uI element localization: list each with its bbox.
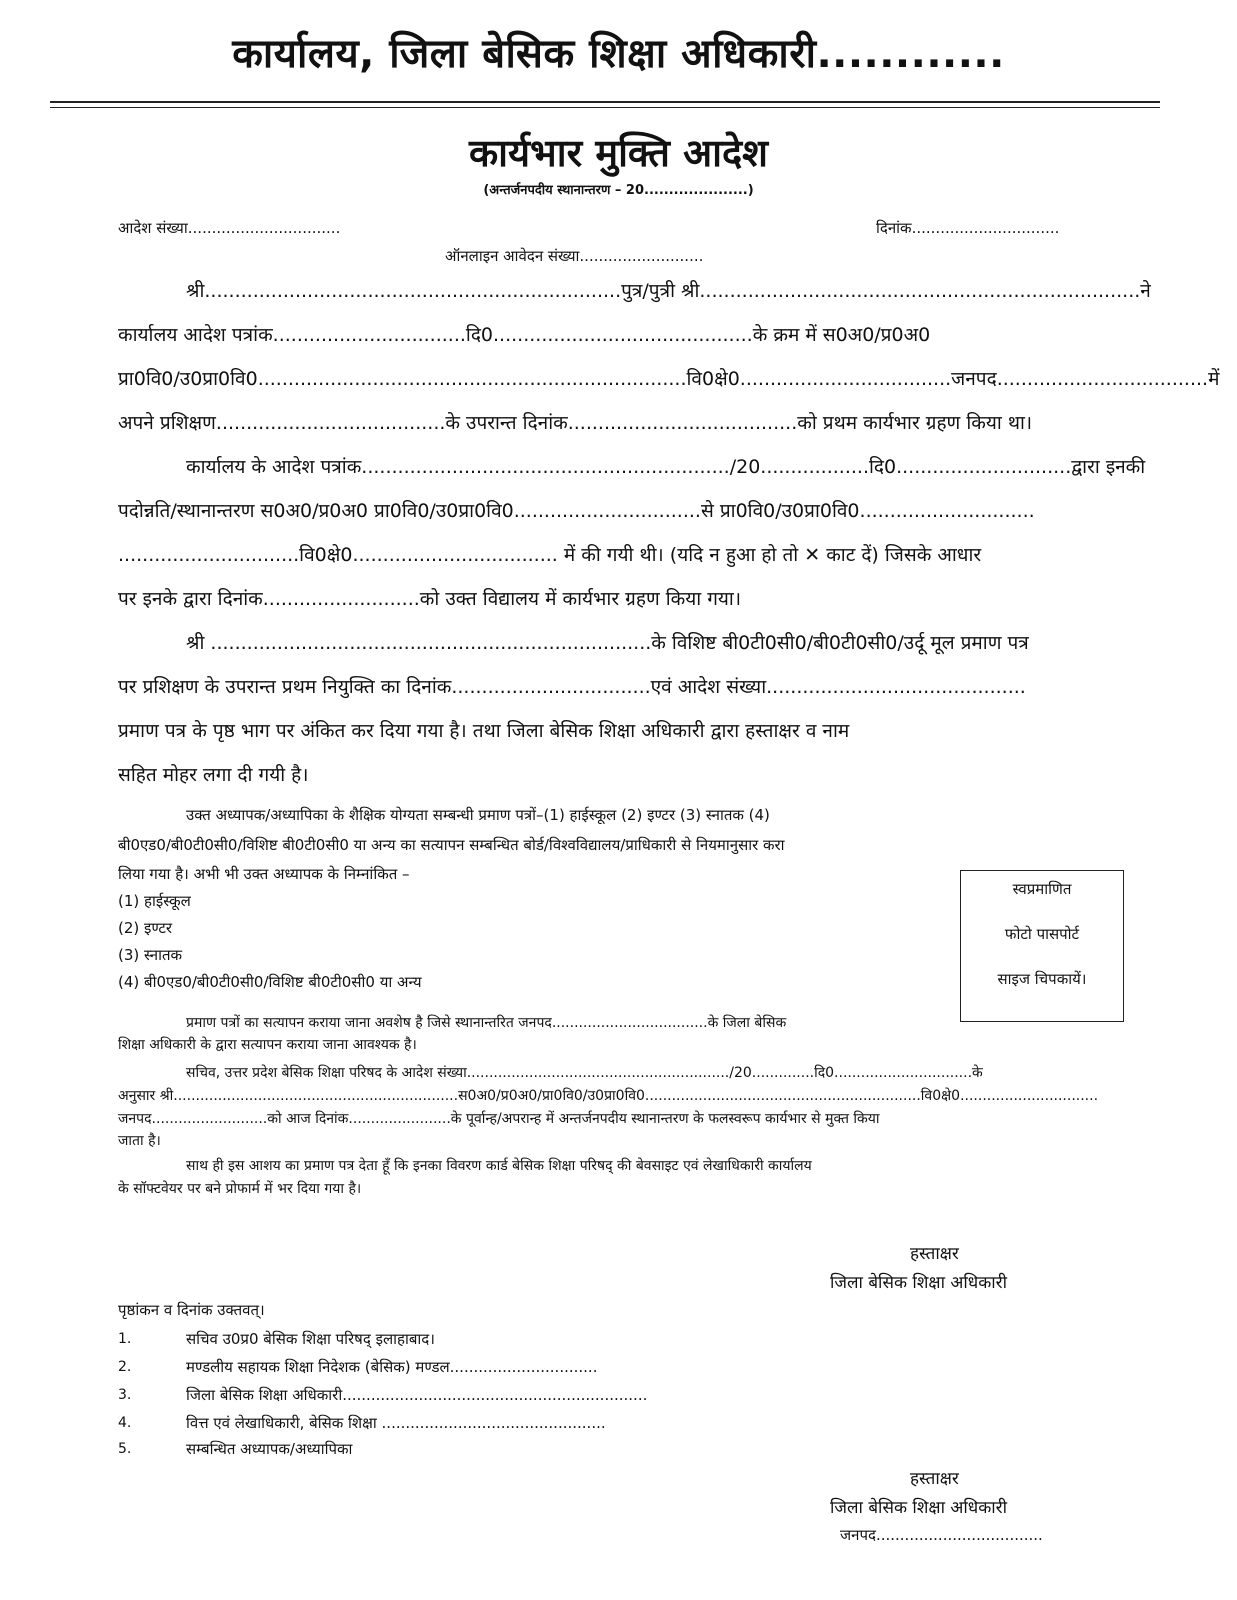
- photo-box-line-1: स्वप्रमाणित: [1012, 880, 1072, 898]
- body-line-6: पदोन्नति/स्थानान्तरण स0अ0/प्र0अ0 प्रा0वि0/उ0प्रा0वि0...............................से प्रा0वि0/उ0प्रा0वि0.............................: [118, 500, 1035, 522]
- endorsement-number: 4.: [118, 1415, 132, 1431]
- body-line-11: प्रमाण पत्र के पृष्ठ भाग पर अंकित कर दिया गया है। तथा जिला बेसिक शिक्षा अधिकारी द्वारा हस्ताक्षर व नाम: [118, 720, 850, 742]
- verification-line-8: के सॉफ्टवेयर पर बने प्रोफार्म में भर दिया गया है।: [118, 1181, 362, 1197]
- body-line-7: ..............................वि0क्षे0.................................. में की गयी थी। (यदि न हुआ हो तो ✕ काट दें) जिसके आधार: [118, 544, 982, 566]
- pending-item-4: (4) बी0एड0/बी0टी0सी0/विशिष्ट बी0टी0सी0 या अन्य: [118, 973, 422, 991]
- verification-line-5: जनपद..........................को आज दिनांक.......................के पूर्वान्ह/अपरान्ह में अन्तर्जनपदीय स्थानान्तरण के फलस्वरूप कार्यभार से मुक्त किया: [118, 1111, 880, 1127]
- endorsement-number: 1.: [118, 1331, 132, 1347]
- document-subtitle: (अन्तर्जनपदीय स्थानान्तरण – 20.....................): [483, 183, 754, 198]
- pending-item-2: (2) इण्टर: [118, 919, 173, 937]
- endorsement-item: जिला बेसिक शिक्षा अधिकारी................................................................: [186, 1386, 648, 1404]
- body-line-12: सहित मोहर लगा दी गयी है।: [118, 764, 309, 786]
- signature-officer: जिला बेसिक शिक्षा अधिकारी: [830, 1498, 1008, 1518]
- body-line-3: प्रा0वि0/उ0प्रा0वि0.......................................................................वि0क्षे0...................................जनपद...................................में: [118, 368, 1220, 390]
- pending-item-3: (3) स्नातक: [118, 946, 183, 964]
- office-title: कार्यालय, जिला बेसिक शिक्षा अधिकारी............: [232, 31, 1005, 77]
- verification-line-3: सचिव, उत्तर प्रदेश बेसिक शिक्षा परिषद के आदेश संख्या.........................................................../20..............दि0...............................के: [186, 1065, 983, 1081]
- verification-line-2: शिक्षा अधिकारी के द्वारा सत्यापन कराया जाना आवश्यक है।: [118, 1037, 417, 1053]
- endorsement-item: सचिव उ0प्र0 बेसिक शिक्षा परिषद् इलाहाबाद।: [186, 1330, 435, 1348]
- body-line-10: पर प्रशिक्षण के उपरान्त प्रथम नियुक्ति का दिनांक.................................एवं आदेश संख्या...........................................: [118, 676, 1026, 698]
- verification-line-6: जाता है।: [118, 1133, 161, 1149]
- pending-item-1: (1) हाईस्कूल: [118, 892, 191, 910]
- signature-label: हस्ताक्षर: [910, 1469, 959, 1489]
- header-divider-thin: [50, 107, 1160, 108]
- signature-district: जनपद...................................: [840, 1526, 1043, 1544]
- body-line-5: कार्यालय के आदेश पत्रांक............................................................./20..................दि0.............................द्वारा इनकी: [186, 456, 1146, 478]
- signature-officer: जिला बेसिक शिक्षा अधिकारी: [830, 1273, 1008, 1293]
- endorsement-item: वित्त एवं लेखाधिकारी, बेसिक शिक्षा ...............................................: [186, 1414, 606, 1432]
- document-title: कार्यभार मुक्ति आदेश: [468, 131, 769, 175]
- verification-line-7: साथ ही इस आशय का प्रमाण पत्र देता हूँ कि इनका विवरण कार्ड बेसिक शिक्षा परिषद् की बेवसाइट एवं लेखाधिकारी कार्यालय: [186, 1158, 812, 1174]
- endorsement-item: मण्डलीय सहायक शिक्षा निदेशक (बेसिक) मण्डल...............................: [186, 1358, 598, 1376]
- verification-line-1: प्रमाण पत्रों का सत्यापन कराया जाना अवशेष है जिसे स्थानान्तरित जनपद...................................के जिला बेसिक: [186, 1015, 787, 1031]
- body-line-2: कार्यालय आदेश पत्रांक................................दि0...........................................के क्रम में स0अ0/प्र0अ0: [118, 324, 931, 346]
- endorsement-item: सम्बन्धित अध्यापक/अध्यापिका: [186, 1440, 353, 1458]
- order-number-field: आदेश संख्या................................: [118, 219, 341, 237]
- body-line-1: श्री.....................................................................पुत्र/पुत्री श्री.........................................................................ने: [186, 280, 1151, 302]
- endorsement-number: 3.: [118, 1387, 132, 1403]
- online-application-field: ऑनलाइन आवेदन संख्या..........................: [445, 247, 704, 265]
- body-line-9: श्री .........................................................................के विशिष्ट बी0टी0सी0/बी0टी0सी0/उर्दू मूल प्रमाण पत्र: [186, 632, 1029, 654]
- verification-line-4: अनुसार श्री................................................................स0अ0/प्र0अ0/प्रा0वि0/उ0प्रा0वि0..............................................................वि0क्षे0...............................: [118, 1088, 1099, 1104]
- body-line-8: पर इनके द्वारा दिनांक..........................को उक्त विद्यालय में कार्यभार ग्रहण किया गया।: [118, 588, 742, 610]
- endorsement-number: 2.: [118, 1359, 132, 1375]
- photo-box-line-3: साइज चिपकायें।: [997, 970, 1087, 988]
- qualification-line-1: उक्त अध्यापक/अध्यापिका के शैक्षिक योग्यता सम्बन्धी प्रमाण पत्रों–(1) हाईस्कूल (2) इण्टर (3) स्नातक (4): [186, 806, 770, 824]
- photo-box: [960, 870, 1124, 1022]
- qualification-line-3: लिया गया है। अभी भी उक्त अध्यापक के निम्नांकित –: [118, 865, 410, 883]
- endorsement-number: 5.: [118, 1441, 132, 1457]
- qualification-line-2: बी0एड0/बी0टी0सी0/विशिष्ट बी0टी0सी0 या अन्य का सत्यापन सम्बन्धित बोर्ड/विश्वविद्यालय/प्राधिकारी से नियमानुसार करा: [118, 836, 785, 854]
- body-line-4: अपने प्रशिक्षण......................................के उपरान्त दिनांक......................................को प्रथम कार्यभार ग्रहण किया था।: [118, 412, 1033, 434]
- date-field: दिनांक...............................: [876, 219, 1060, 237]
- signature-label: हस्ताक्षर: [910, 1244, 959, 1264]
- endorsement-heading: पृष्ठांकन व दिनांक उक्तवत्।: [118, 1301, 265, 1319]
- photo-box-line-2: फोटो पासपोर्ट: [1004, 925, 1080, 943]
- header-divider-thick: [50, 101, 1160, 103]
